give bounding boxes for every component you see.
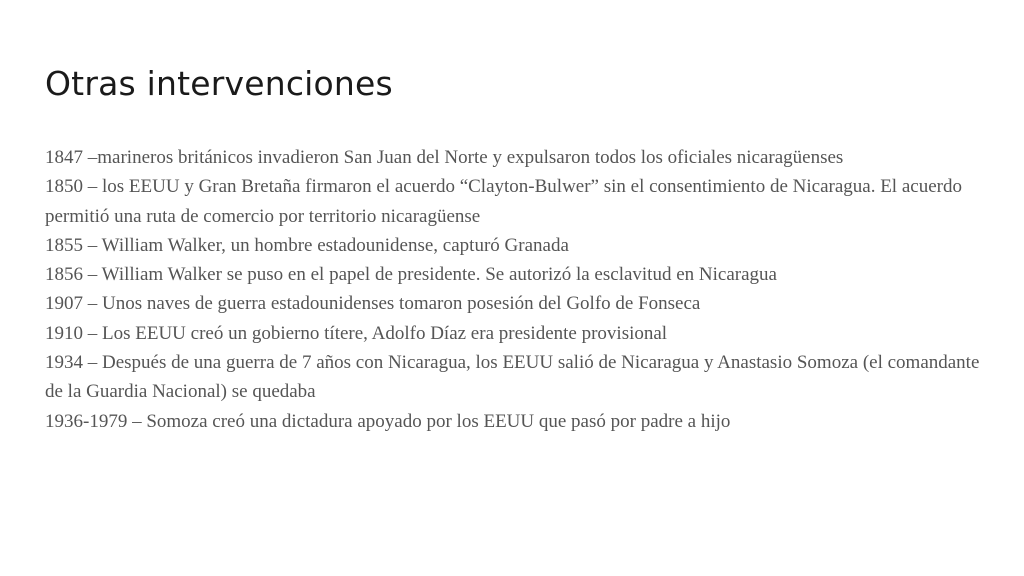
- slide-body: [45, 143, 985, 436]
- timeline-entry-1907: 1907 – Unos naves de guerra estadounidenses tomaron posesión del Golfo de Fonseca: [45, 293, 701, 315]
- timeline-entry-1855: 1855 – William Walker, un hombre estadounidense, capturó Granada: [45, 234, 569, 256]
- timeline-entry-1910: 1910 – Los EEUU creó un gobierno títere, Adolfo Díaz era presidente provisional: [45, 322, 668, 344]
- timeline-entry-1856: 1856 – William Walker se puso en el papel de presidente. Se autorizó la esclavitud en Nicaragua: [45, 264, 777, 286]
- slide-title: Otras intervenciones: [45, 64, 393, 103]
- timeline-entry-1936-1979: 1936-1979 – Somoza creó una dictadura apoyado por los EEUU que pasó por padre a hijo: [45, 410, 731, 432]
- timeline-entry-1850: 1850 – los EEUU y Gran Bretaña firmaron el acuerdo “Clayton-Bulwer” sin el consentimiento de Nicaragua. El acuerdo permitió una ruta de comercio por territorio nicaragüense: [45, 176, 962, 227]
- timeline-entry-1847: 1847 –marineros británicos invadieron San Juan del Norte y expulsaron todos los oficiales nicaragüenses: [45, 147, 844, 168]
- timeline-entry-1934: 1934 – Después de una guerra de 7 años con Nicaragua, los EEUU salió de Nicaragua y Anastasio Somoza (el comandante de la Guardia Nacional) se quedaba: [45, 352, 980, 403]
